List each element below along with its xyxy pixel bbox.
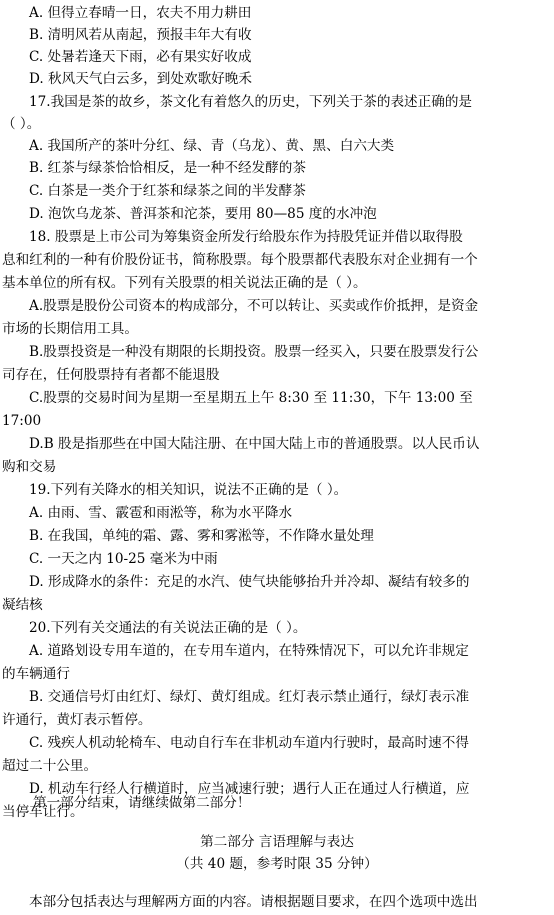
text-line: 的车辆通行: [2, 666, 70, 682]
text-line: A.股票是股份公司资本的构成部分，不可以转让、买卖或作价抵押，是资金: [29, 298, 479, 314]
text-line: D. 泡饮乌龙茶、普洱茶和沱茶，要用 80—85 度的水冲泡: [29, 206, 377, 222]
text-line: 17:00: [2, 413, 42, 429]
text-line: B.股票投资是一种没有期限的长期投资。股票一经买入，只要在股票发行公: [29, 344, 479, 360]
text-line: B. 清明风若从南起，预报丰年大有收: [29, 27, 252, 43]
text-line: 许通行，黄灯表示暂停。: [2, 712, 152, 728]
question-18: 18. 股票是上市公司为筹集资金所发行给股东作为持股凭证并借以取得股: [29, 229, 463, 245]
text-line: B. 交通信号灯由红灯、绿灯、黄灯组成。红灯表示禁止通行，绿灯表示准: [29, 689, 470, 705]
text-line: C.股票的交易时间为星期一至星期五上午 8:30 至 11:30，下午 13:00 至: [29, 390, 473, 406]
text-line: 当停车让行。: [2, 804, 84, 820]
text-line: C. 残疾人机动轮椅车、电动自行车在非机动车道内行驶时，最高时速不得: [29, 735, 469, 751]
text-line: 购和交易: [2, 459, 57, 475]
text-line: C. 白茶是一类介于红茶和绿茶之间的半发酵茶: [29, 183, 306, 199]
text-line: D. 秋风天气白云多，到处欢歌好晚禾: [29, 71, 252, 87]
section-end-note: 第一部分结束，请继续做第二部分！: [33, 795, 251, 811]
text-line: B. 红茶与绿茶恰恰相反，是一种不经发酵的茶: [29, 160, 306, 176]
text-line: D.B 股是指那些在中国大陆注册、在中国大陆上市的普通股票。以人民币认: [29, 436, 480, 452]
text-line: B. 在我国，单纯的霜、露、雾和雾淞等，不作降水量处理: [29, 528, 374, 544]
text-line: 基本单位的所有权。下列有关股票的相关说法正确的是（ ）。: [2, 275, 367, 291]
part-title: 第二部分 言语理解与表达: [200, 834, 354, 850]
text-line: （ ）。: [2, 116, 41, 132]
text-line: A. 我国所产的茶叶分红、绿、青（乌龙）、黄、黑、白六大类: [29, 138, 395, 154]
text-line: A. 由雨、雪、霰雹和雨淞等，称为水平降水: [29, 505, 293, 521]
text-line: 息和红利的一种有价股份证书，简称股票。每个股票都代表股东对企业拥有一个: [2, 252, 478, 268]
text-line: C. 一天之内 10-25 毫米为中雨: [29, 551, 218, 567]
question-20: 20.下列有关交通法的有关说法正确的是（ ）。: [29, 620, 307, 636]
part-intro: 本部分包括表达与理解两方面的内容。请根据题目要求，在四个选项中选出: [29, 894, 478, 910]
text-line: 超过二十公里。: [2, 758, 98, 774]
text-line: D. 形成降水的条件：充足的水汽、使气块能够抬升并冷却、凝结有较多的: [29, 574, 470, 590]
part-subtitle: （共 40 题，参考时限 35 分钟）: [176, 856, 378, 872]
text-line: A. 但得立春晴一日，农夫不用力耕田: [29, 5, 252, 21]
text-line: 司存在，任何股票持有者都不能退股: [2, 367, 220, 383]
text-line: A. 道路划设专用车道的，在专用车道内，在特殊情况下，可以允许非规定: [29, 643, 469, 659]
question-19: 19.下列有关降水的相关知识，说法不正确的是（ ）。: [29, 482, 348, 498]
question-17: 17.我国是茶的故乡，茶文化有着悠久的历史，下列关于茶的表述正确的是: [29, 94, 473, 110]
text-line: 市场的长期信用工具。: [2, 321, 138, 337]
text-line: D. 机动车行经人行横道时，应当减速行驶；遇行人正在通过人行横道，应: [29, 781, 470, 797]
text-line: 凝结核: [2, 597, 43, 613]
text-line: C. 处暑若逢天下雨，必有果实好收成: [29, 49, 252, 65]
